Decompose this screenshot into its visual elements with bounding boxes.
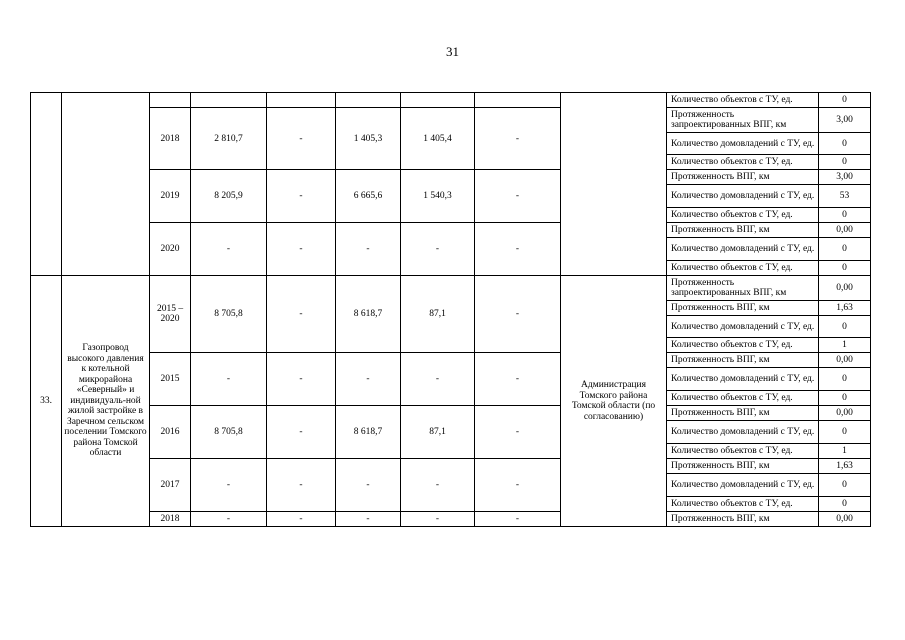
budget-cell: - <box>475 353 561 406</box>
number-cell <box>31 93 62 276</box>
budget-cell: 1 405,4 <box>401 108 475 170</box>
indicator-label: Количество домовладений с ТУ, ед. <box>667 133 819 155</box>
budget-cell: - <box>336 512 401 527</box>
indicator-value: 0,00 <box>819 353 871 368</box>
budget-cell: - <box>336 223 401 276</box>
budget-cell: - <box>475 170 561 223</box>
indicator-label: Протяженность ВПГ, км <box>667 353 819 368</box>
total-cell: 8 705,8 <box>191 406 267 459</box>
indicator-value: 1 <box>819 338 871 353</box>
budget-cell: - <box>267 276 336 353</box>
program-table <box>30 92 871 527</box>
object-name: Газопровод высокого давления к котельной микрорайона «Северный» и индивидуаль-ной жилой застройке в Заречном сельском поселении Томского района Томской области <box>62 276 150 527</box>
budget-cell: 1 405,3 <box>336 108 401 170</box>
budget-cell: - <box>401 223 475 276</box>
item-number: 33. <box>31 276 62 527</box>
year-cell: 2019 <box>150 170 191 223</box>
indicator-value: 3,00 <box>819 108 871 133</box>
indicator-value: 0 <box>819 155 871 170</box>
budget-cell: - <box>336 353 401 406</box>
indicator-label: Количество объектов с ТУ, ед. <box>667 155 819 170</box>
indicator-value: 3,00 <box>819 170 871 185</box>
table-row <box>31 93 871 108</box>
budget-cell: 6 665,6 <box>336 170 401 223</box>
budget-cell: 8 618,7 <box>336 406 401 459</box>
budget-cell: - <box>475 406 561 459</box>
indicator-label: Количество объектов с ТУ, ед. <box>667 338 819 353</box>
budget-cell: - <box>475 108 561 170</box>
budget-cell: - <box>267 353 336 406</box>
indicator-label: Протяженность ВПГ, км <box>667 406 819 421</box>
indicator-label: Количество объектов с ТУ, ед. <box>667 391 819 406</box>
indicator-value: 0,00 <box>819 223 871 238</box>
indicator-value: 0 <box>819 316 871 338</box>
budget-cell: - <box>401 512 475 527</box>
indicator-value: 0 <box>819 421 871 444</box>
year-cell: 2015 <box>150 353 191 406</box>
table-row <box>31 276 871 301</box>
table-row <box>31 353 871 368</box>
budget-cell: - <box>475 512 561 527</box>
budget-cell: 8 618,7 <box>336 276 401 353</box>
indicator-label: Количество объектов с ТУ, ед. <box>667 93 819 108</box>
indicator-value: 0,00 <box>819 276 871 301</box>
budget-cell: - <box>475 276 561 353</box>
indicator-label: Протяженность ВПГ, км <box>667 512 819 527</box>
executor-name: Администрация Томского района Томской области (по согласованию) <box>561 276 667 527</box>
year-cell: 2020 <box>150 223 191 276</box>
indicator-label: Протяженность запроектированных ВПГ, км <box>667 276 819 301</box>
executor-cell <box>561 93 667 276</box>
budget-cell: 1 540,3 <box>401 170 475 223</box>
table-row <box>31 108 871 133</box>
total-cell: - <box>191 459 267 512</box>
budget-cell: 87,1 <box>401 276 475 353</box>
indicator-value: 0 <box>819 368 871 391</box>
budget-cell: - <box>267 512 336 527</box>
table-row <box>31 223 871 238</box>
total-cell: - <box>191 512 267 527</box>
indicator-value: 0,00 <box>819 512 871 527</box>
indicator-label: Протяженность ВПГ, км <box>667 459 819 474</box>
table-row <box>31 512 871 527</box>
budget-cell: - <box>267 108 336 170</box>
budget-cell: - <box>401 459 475 512</box>
indicator-label: Количество домовладений с ТУ, ед. <box>667 238 819 261</box>
year-cell: 2015 – 2020 <box>150 276 191 353</box>
indicator-value: 53 <box>819 185 871 208</box>
indicator-value: 0 <box>819 391 871 406</box>
indicator-label: Количество объектов с ТУ, ед. <box>667 208 819 223</box>
indicator-label: Количество домовладений с ТУ, ед. <box>667 421 819 444</box>
budget-cell: - <box>267 406 336 459</box>
indicator-value: 0 <box>819 261 871 276</box>
indicator-label: Количество объектов с ТУ, ед. <box>667 261 819 276</box>
indicator-label: Протяженность ВПГ, км <box>667 170 819 185</box>
indicator-label: Количество домовладений с ТУ, ед. <box>667 316 819 338</box>
indicator-label: Количество объектов с ТУ, ед. <box>667 444 819 459</box>
indicator-value: 1,63 <box>819 301 871 316</box>
budget-cell: - <box>267 459 336 512</box>
indicator-label: Количество домовладений с ТУ, ед. <box>667 368 819 391</box>
budget-cell: - <box>475 459 561 512</box>
indicator-label: Протяженность ВПГ, км <box>667 301 819 316</box>
indicator-value: 0,00 <box>819 406 871 421</box>
indicator-value: 0 <box>819 133 871 155</box>
indicator-value: 0 <box>819 474 871 497</box>
budget-cell: - <box>401 353 475 406</box>
year-cell: 2016 <box>150 406 191 459</box>
object-cell <box>62 93 150 276</box>
total-cell: - <box>191 353 267 406</box>
page-number: 31 <box>446 44 459 59</box>
indicator-value: 1 <box>819 444 871 459</box>
budget-cell: - <box>475 223 561 276</box>
total-cell: 8 705,8 <box>191 276 267 353</box>
indicator-value: 0 <box>819 497 871 512</box>
indicator-value: 1,63 <box>819 459 871 474</box>
indicator-value: 0 <box>819 238 871 261</box>
table-row <box>31 406 871 421</box>
indicator-value: 0 <box>819 208 871 223</box>
indicator-label: Количество домовладений с ТУ, ед. <box>667 185 819 208</box>
total-cell: - <box>191 223 267 276</box>
table-row <box>31 459 871 474</box>
budget-cell: 87,1 <box>401 406 475 459</box>
indicator-label: Количество объектов с ТУ, ед. <box>667 497 819 512</box>
total-cell: 8 205,9 <box>191 170 267 223</box>
year-cell: 2017 <box>150 459 191 512</box>
indicator-label: Протяженность запроектированных ВПГ, км <box>667 108 819 133</box>
budget-cell: - <box>267 223 336 276</box>
budget-cell: - <box>336 459 401 512</box>
table-row <box>31 170 871 185</box>
budget-cell: - <box>267 170 336 223</box>
indicator-label: Количество домовладений с ТУ, ед. <box>667 474 819 497</box>
total-cell: 2 810,7 <box>191 108 267 170</box>
indicator-label: Протяженность ВПГ, км <box>667 223 819 238</box>
year-cell: 2018 <box>150 108 191 170</box>
indicator-value: 0 <box>819 93 871 108</box>
year-cell: 2018 <box>150 512 191 527</box>
